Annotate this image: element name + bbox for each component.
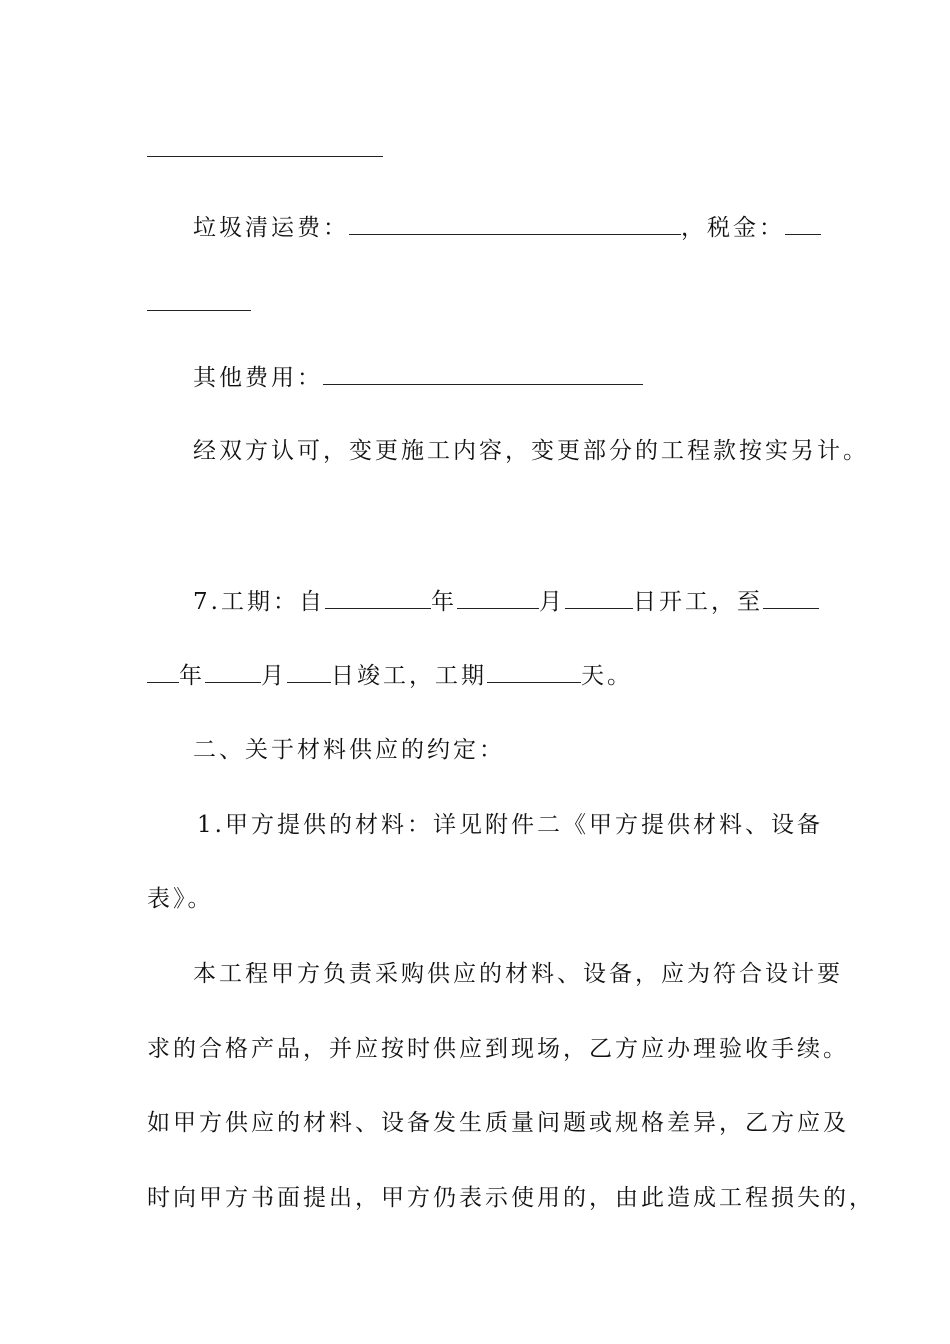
label-start: 日开工，至 [632,589,763,615]
paragraph-quality-cont [147,1183,950,1213]
blank-line [147,288,950,319]
label-month: 月 [261,663,287,689]
fill-blank[interactable] [323,362,643,385]
fill-blank[interactable] [565,586,633,609]
label-month: 月 [538,589,565,615]
paragraph-quality [147,1108,950,1138]
label-completion: 日竣工，工期 [331,663,487,689]
text-materials-1: 1.甲方提供的材料：详见附件二《甲方提供材料、设备 [197,812,823,838]
label-year: 年 [430,589,457,615]
fill-blank[interactable] [785,212,821,235]
blank-line [147,134,950,165]
text-quality: 如甲方供应的材料、设备发生质量问题或规格差异，乙方应及 [147,1110,849,1136]
paragraph-procurement-cont [147,1034,950,1064]
paragraph-schedule [193,586,950,617]
paragraph-schedule-end [147,660,950,691]
paragraph-materials-1 [197,810,950,840]
fill-blank[interactable] [205,660,261,683]
text-quality-cont: 时向甲方书面提出，甲方仍表示使用的，由此造成工程损失的， [147,1185,875,1211]
label-cleanup-fee: 垃圾清运费： [193,215,349,241]
paragraph-cleanup-fee [193,212,950,243]
text-procurement-cont: 求的合格产品，并应按时供应到现场，乙方应办理验收手续。 [147,1036,849,1062]
label-tax: ，税金： [681,215,785,241]
paragraph-change-terms [193,436,950,466]
paragraph-materials-1-cont [147,884,950,914]
text-materials-1-cont: 表》。 [147,886,214,912]
fill-blank[interactable] [763,586,819,609]
text-change-terms: 经双方认可，变更施工内容，变更部分的工程款按实另计。 [193,438,869,464]
fill-blank[interactable] [349,212,681,235]
fill-blank[interactable] [487,660,581,683]
section-heading-materials [193,735,950,765]
fill-blank[interactable] [287,660,331,683]
fill-blank[interactable] [147,288,251,311]
label-other-fees: 其他费用： [193,365,323,391]
paragraph-other-fees [193,362,950,393]
label-days: 天。 [581,663,633,689]
text-procurement: 本工程甲方负责采购供应的材料、设备，应为符合设计要 [193,961,843,987]
fill-blank[interactable] [147,134,383,157]
heading-materials: 二、关于材料供应的约定： [193,737,505,763]
paragraph-procurement [193,959,950,989]
fill-blank[interactable] [457,586,539,609]
label-schedule: 7.工期：自 [193,589,325,615]
fill-blank[interactable] [147,660,179,683]
fill-blank[interactable] [325,586,431,609]
label-year: 年 [179,663,205,689]
